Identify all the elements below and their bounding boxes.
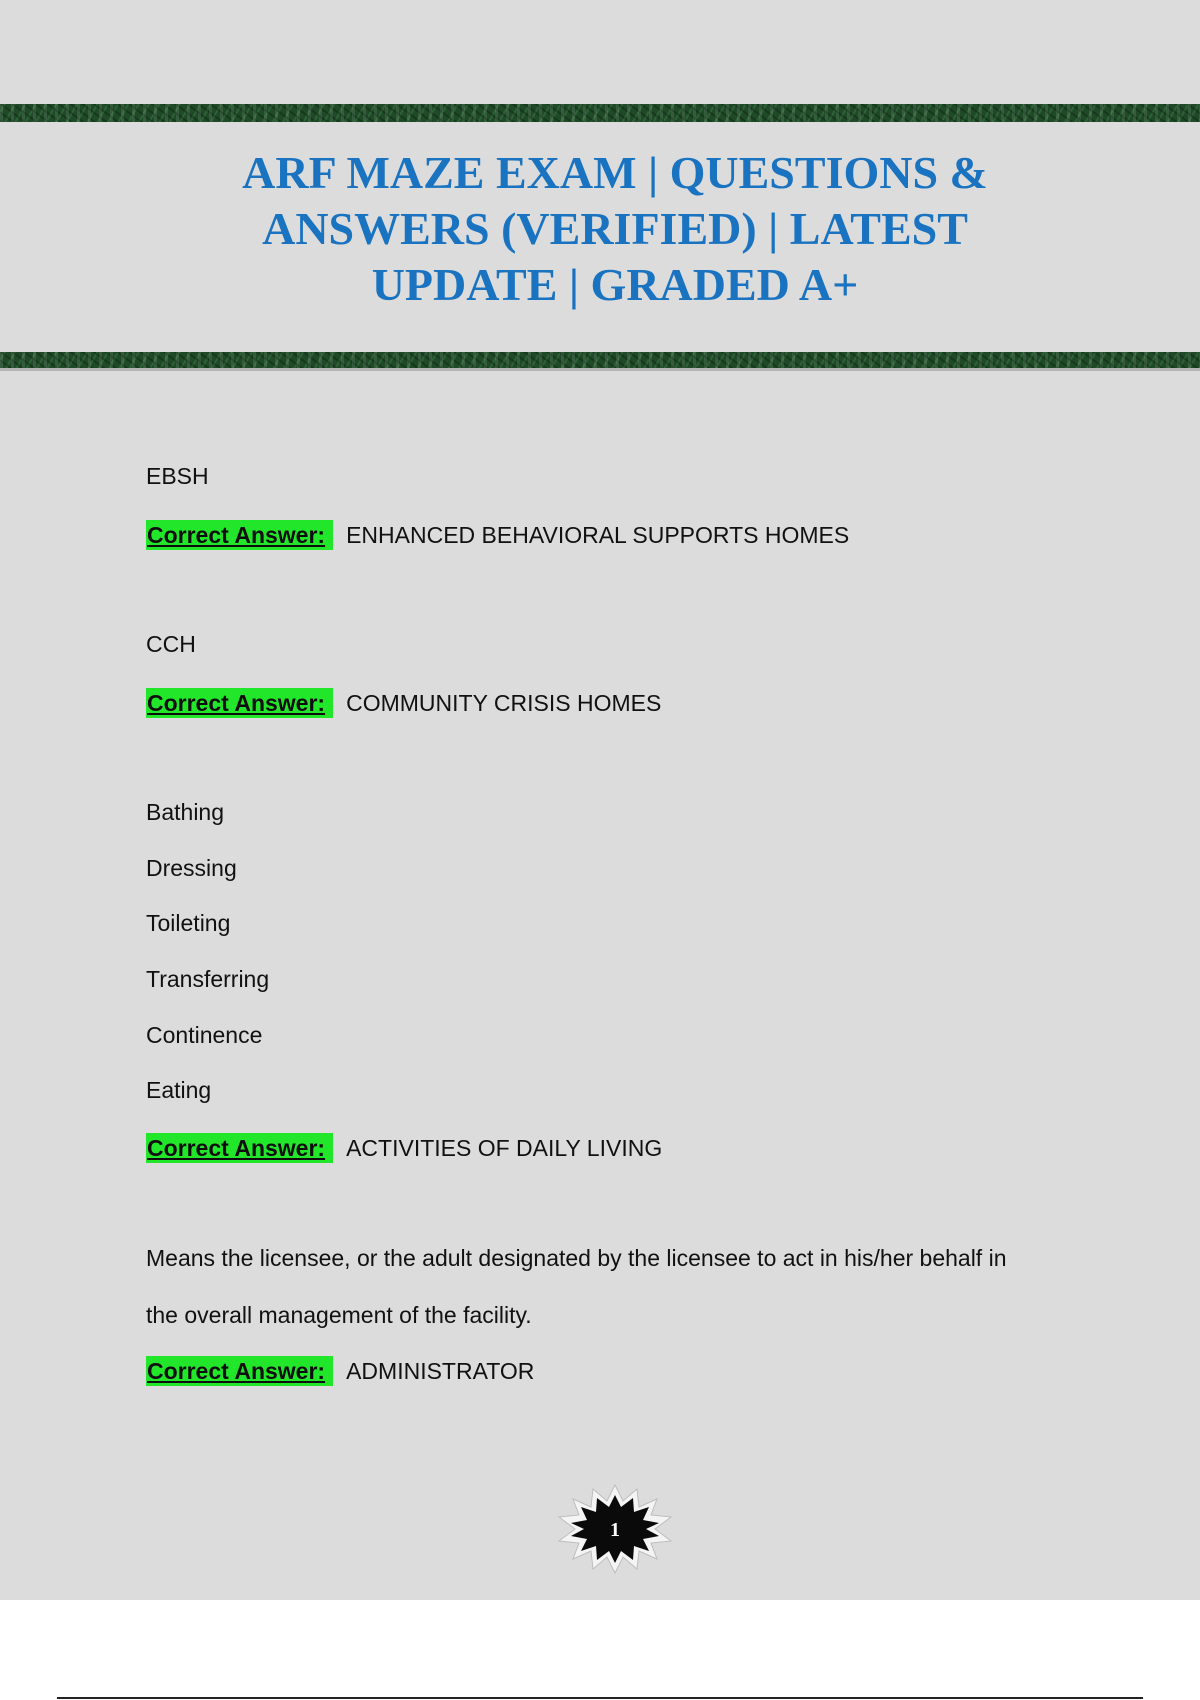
question-3-line-1: Bathing [146,799,225,825]
correct-answer-label: Correct Answer: [146,1356,333,1386]
question-2-line-1: CCH [146,631,196,657]
question-3-line-2: Dressing [146,855,237,881]
answer-3 [146,1133,662,1163]
answer-2 [146,688,661,718]
title-line-2: ANSWERS (VERIFIED) | LATEST [262,203,968,254]
decorative-band-top [0,104,1200,122]
page-number-badge [557,1483,673,1575]
question-3-line-4: Transferring [146,966,270,992]
question-4-line-2: the overall management of the facility. [146,1302,532,1328]
answer-1-text: ENHANCED BEHAVIORAL SUPPORTS HOMES [346,522,850,548]
answer-3-text: ACTIVITIES OF DAILY LIVING [346,1135,663,1161]
correct-answer-label: Correct Answer: [146,520,333,550]
document-title [120,145,1110,313]
question-3-line-6: Eating [146,1077,212,1103]
divider-line [0,368,1200,371]
answer-4 [146,1356,534,1386]
title-line-1: ARF MAZE EXAM | QUESTIONS & [242,147,988,198]
answer-4-text: ADMINISTRATOR [346,1358,535,1384]
footer-rule [57,1697,1143,1699]
answer-1 [146,520,849,550]
question-4-line-1: Means the licensee, or the adult designated by the licensee to act in his/her behalf in [146,1245,1007,1271]
answer-2-text: COMMUNITY CRISIS HOMES [346,690,662,716]
question-3-line-5: Continence [146,1022,263,1048]
correct-answer-label: Correct Answer: [146,688,333,718]
title-line-3: UPDATE | GRADED A+ [371,259,859,310]
question-3-line-3: Toileting [146,910,231,936]
question-1-line-1: EBSH [146,463,209,489]
page-number: 1 [610,1519,620,1541]
correct-answer-label: Correct Answer: [146,1133,333,1163]
